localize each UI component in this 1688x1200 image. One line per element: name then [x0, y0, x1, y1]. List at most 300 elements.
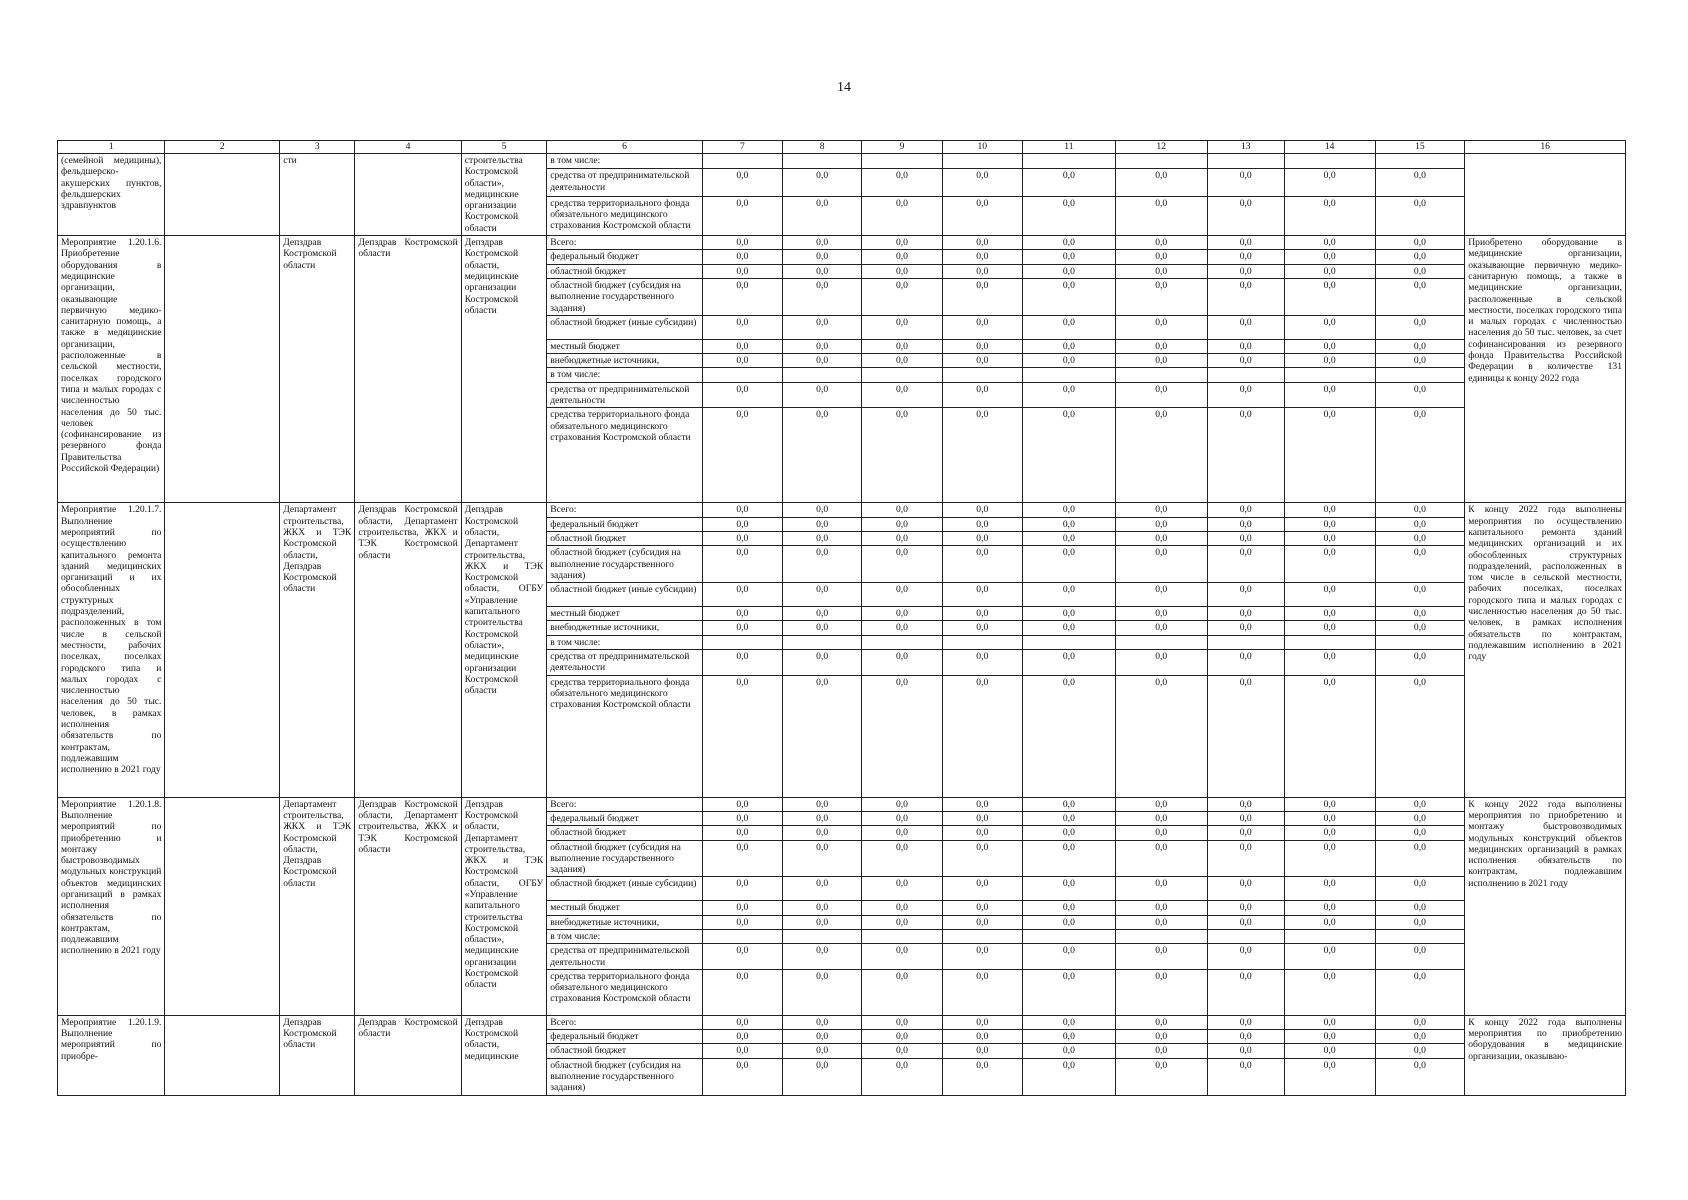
value-cell [1115, 368, 1207, 382]
value-cell: 0,0 [1207, 531, 1284, 545]
value-cell: 0,0 [783, 915, 862, 929]
value-cell: 0,0 [702, 826, 782, 840]
col2-cell [165, 236, 280, 503]
funding-source: федеральный бюджет [547, 811, 702, 825]
value-cell: 0,0 [1207, 354, 1284, 368]
value-cell: 0,0 [1375, 250, 1465, 264]
value-cell: 0,0 [1022, 675, 1115, 797]
funding-source: областной бюджет (иные субсидии) [547, 877, 702, 901]
coordinator: Депздрав Костромской области, Департамент строительства, ЖКХ и ТЭК Костромской области [355, 797, 461, 1015]
value-cell: 0,0 [1207, 264, 1284, 278]
value-cell [1207, 635, 1284, 649]
header-col-13: 13 [1207, 141, 1284, 154]
value-cell: 0,0 [1284, 811, 1375, 825]
value-cell [862, 929, 942, 943]
table-body [58, 154, 1626, 1096]
value-cell [1375, 154, 1465, 169]
value-cell: 0,0 [1022, 650, 1115, 676]
value-cell: 0,0 [1115, 650, 1207, 676]
value-cell: 0,0 [1284, 797, 1375, 811]
value-cell: 0,0 [702, 250, 782, 264]
value-cell: 0,0 [862, 901, 942, 915]
executor: Депздрав Костромской области [280, 1015, 355, 1095]
value-cell: 0,0 [942, 840, 1022, 877]
value-cell [942, 154, 1022, 169]
value-cell: 0,0 [1115, 517, 1207, 531]
value-cell [1284, 929, 1375, 943]
value-cell: 0,0 [942, 250, 1022, 264]
value-cell: 0,0 [1115, 315, 1207, 339]
table-row [58, 797, 1626, 811]
header-col-10: 10 [942, 141, 1022, 154]
value-cell: 0,0 [1284, 840, 1375, 877]
value-cell: 0,0 [1207, 408, 1284, 503]
value-cell: 0,0 [1022, 944, 1115, 970]
value-cell: 0,0 [1207, 546, 1284, 583]
value-cell: 0,0 [1115, 915, 1207, 929]
funding-source: областной бюджет [547, 826, 702, 840]
value-cell: 0,0 [783, 236, 862, 250]
value-cell: 0,0 [1375, 797, 1465, 811]
value-cell: 0,0 [1375, 278, 1465, 315]
value-cell: 0,0 [702, 339, 782, 353]
value-cell [702, 929, 782, 943]
measure-name: Мероприятие 1.20.1.8. Выполнение мероприятий по приобретению и монтажу быстровозводимых модульных конструкций объектов медицинских организаций в рамках исполнения обязательств по контрактам, подлежавшим исполнению в 2021 году [58, 797, 165, 1015]
value-cell [1022, 635, 1115, 649]
value-cell: 0,0 [1284, 621, 1375, 635]
value-cell: 0,0 [1375, 901, 1465, 915]
value-cell: 0,0 [1207, 1015, 1284, 1029]
value-cell: 0,0 [862, 840, 942, 877]
expected-result: К концу 2022 года выполнены мероприятия по приобретению и монтажу быстровозводимых модульных конструкций объектов медицинских организаций в рамках исполнения обязательств по контрактам, подлежавшим исполнению в 2021 году [1465, 797, 1626, 1015]
value-cell: 0,0 [1207, 621, 1284, 635]
value-cell: 0,0 [783, 826, 862, 840]
value-cell: 0,0 [1115, 811, 1207, 825]
col2-cell [165, 1015, 280, 1095]
value-cell: 0,0 [942, 339, 1022, 353]
value-cell: 0,0 [862, 531, 942, 545]
value-cell: 0,0 [862, 944, 942, 970]
value-cell: 0,0 [1375, 1015, 1465, 1029]
participants: Депздрав Костромской области, Департамент строительства, ЖКХ и ТЭК Костромской области, ОГБУ «Управление капитального строительства Костромской области», медицинские организации Костромской области [461, 797, 547, 1015]
value-cell: 0,0 [783, 969, 862, 1015]
value-cell: 0,0 [942, 546, 1022, 583]
value-cell: 0,0 [942, 607, 1022, 621]
value-cell: 0,0 [783, 901, 862, 915]
value-cell: 0,0 [1022, 797, 1115, 811]
table-row [58, 236, 1626, 250]
value-cell: 0,0 [1115, 969, 1207, 1015]
value-cell: 0,0 [1284, 531, 1375, 545]
expected-result: Приобретено оборудование в медицинские организации, оказывающие первичную медико-санитарную помощь, а также в медицинские организации, расположенные в сельской местности, поселках городского типа и малых городах с численностью населения до 50 тыс. человек, за счет софинансирования из резервного фонда Правительства Российской Федерации в количестве 131 единицы к концу 2022 года [1465, 236, 1626, 503]
funding-source: областной бюджет (иные субсидии) [547, 315, 702, 339]
table-row [58, 154, 1626, 169]
value-cell: 0,0 [862, 1058, 942, 1095]
value-cell: 0,0 [1375, 339, 1465, 353]
value-cell: 0,0 [1022, 250, 1115, 264]
value-cell: 0,0 [1115, 339, 1207, 353]
value-cell: 0,0 [783, 354, 862, 368]
value-cell: 0,0 [942, 1058, 1022, 1095]
value-cell: 0,0 [1284, 901, 1375, 915]
value-cell: 0,0 [1284, 354, 1375, 368]
value-cell: 0,0 [1207, 169, 1284, 196]
value-cell: 0,0 [1115, 250, 1207, 264]
table-row [58, 503, 1626, 517]
value-cell: 0,0 [942, 944, 1022, 970]
value-cell: 0,0 [1207, 607, 1284, 621]
header-col-1: 1 [58, 141, 165, 154]
value-cell: 0,0 [1022, 621, 1115, 635]
funding-source: местный бюджет [547, 339, 702, 353]
value-cell: 0,0 [1022, 354, 1115, 368]
header-col-14: 14 [1284, 141, 1375, 154]
funding-source: областной бюджет [547, 531, 702, 545]
value-cell: 0,0 [1375, 1030, 1465, 1044]
value-cell [702, 154, 782, 169]
value-cell: 0,0 [942, 915, 1022, 929]
value-cell [1375, 635, 1465, 649]
value-cell: 0,0 [942, 797, 1022, 811]
value-cell [1375, 929, 1465, 943]
value-cell: 0,0 [702, 675, 782, 797]
value-cell: 0,0 [1022, 531, 1115, 545]
value-cell: 0,0 [1375, 196, 1465, 235]
value-cell: 0,0 [783, 503, 862, 517]
funding-source: Всего: [547, 797, 702, 811]
value-cell: 0,0 [702, 1015, 782, 1029]
value-cell: 0,0 [1375, 944, 1465, 970]
value-cell: 0,0 [942, 901, 1022, 915]
funding-source: средства от предпринимательской деятельности [547, 169, 702, 196]
value-cell: 0,0 [1284, 607, 1375, 621]
funding-source: Всего: [547, 1015, 702, 1029]
value-cell: 0,0 [1284, 503, 1375, 517]
value-cell: 0,0 [942, 1044, 1022, 1058]
value-cell: 0,0 [942, 354, 1022, 368]
value-cell: 0,0 [702, 354, 782, 368]
value-cell: 0,0 [1115, 944, 1207, 970]
value-cell: 0,0 [783, 944, 862, 970]
funding-source: местный бюджет [547, 607, 702, 621]
value-cell: 0,0 [1375, 1044, 1465, 1058]
funding-source: местный бюджет [547, 901, 702, 915]
value-cell: 0,0 [1207, 675, 1284, 797]
value-cell: 0,0 [1207, 901, 1284, 915]
value-cell: 0,0 [942, 315, 1022, 339]
value-cell: 0,0 [1284, 382, 1375, 408]
value-cell: 0,0 [942, 826, 1022, 840]
value-cell: 0,0 [862, 339, 942, 353]
value-cell: 0,0 [702, 1058, 782, 1095]
funding-source: средства от предпринимательской деятельности [547, 944, 702, 970]
header-col-9: 9 [862, 141, 942, 154]
value-cell [1022, 154, 1115, 169]
value-cell: 0,0 [702, 236, 782, 250]
value-cell: 0,0 [1284, 1058, 1375, 1095]
value-cell: 0,0 [1207, 339, 1284, 353]
value-cell: 0,0 [942, 517, 1022, 531]
value-cell: 0,0 [862, 811, 942, 825]
header-row [58, 141, 1626, 154]
value-cell: 0,0 [1284, 583, 1375, 607]
value-cell: 0,0 [702, 503, 782, 517]
value-cell: 0,0 [783, 517, 862, 531]
value-cell: 0,0 [1115, 826, 1207, 840]
value-cell: 0,0 [1375, 621, 1465, 635]
value-cell [702, 368, 782, 382]
value-cell: 0,0 [942, 531, 1022, 545]
value-cell: 0,0 [702, 969, 782, 1015]
value-cell: 0,0 [862, 877, 942, 901]
measure-name: Мероприятие 1.20.1.7. Выполнение мероприятий по осуществлению капитального ремонта зданий медицинских организаций и их обособленных структурных подразделений, расположенных в том числе в сельской местности, рабочих поселках, поселках городского типа и малых городах с численностью населения до 50 тыс. человек, в рамках исполнения обязательств по контрактам, подлежавшим исполнению в 2021 году [58, 503, 165, 797]
value-cell: 0,0 [783, 531, 862, 545]
value-cell: 0,0 [1375, 650, 1465, 676]
funding-source: средства от предпринимательской деятельности [547, 382, 702, 408]
value-cell: 0,0 [862, 517, 942, 531]
value-cell: 0,0 [1207, 1044, 1284, 1058]
value-cell: 0,0 [783, 811, 862, 825]
value-cell: 0,0 [1022, 840, 1115, 877]
value-cell: 0,0 [1115, 264, 1207, 278]
value-cell [1375, 368, 1465, 382]
value-cell [942, 635, 1022, 649]
value-cell: 0,0 [942, 621, 1022, 635]
page-number: 14 [837, 80, 851, 95]
value-cell [1207, 154, 1284, 169]
value-cell: 0,0 [1207, 250, 1284, 264]
funding-source: областной бюджет (субсидия на выполнение государственного задания) [547, 278, 702, 315]
value-cell: 0,0 [862, 1030, 942, 1044]
value-cell: 0,0 [862, 382, 942, 408]
value-cell: 0,0 [1207, 517, 1284, 531]
funding-source: областной бюджет [547, 1044, 702, 1058]
participants: Депздрав Костромской области, медицинские [461, 1015, 547, 1095]
value-cell: 0,0 [1022, 607, 1115, 621]
value-cell: 0,0 [1375, 1058, 1465, 1095]
value-cell: 0,0 [702, 278, 782, 315]
value-cell: 0,0 [862, 264, 942, 278]
value-cell: 0,0 [1022, 969, 1115, 1015]
value-cell: 0,0 [783, 264, 862, 278]
value-cell: 0,0 [942, 583, 1022, 607]
value-cell [702, 635, 782, 649]
value-cell: 0,0 [1115, 607, 1207, 621]
value-cell: 0,0 [1115, 546, 1207, 583]
value-cell: 0,0 [942, 650, 1022, 676]
value-cell: 0,0 [1284, 264, 1375, 278]
executor: Департамент строительства, ЖКХ и ТЭК Костромской области, Депздрав Костромской области [280, 503, 355, 797]
value-cell: 0,0 [702, 408, 782, 503]
coordinator [355, 154, 461, 236]
value-cell: 0,0 [783, 840, 862, 877]
value-cell [942, 929, 1022, 943]
funding-source: областной бюджет (субсидия на выполнение государственного задания) [547, 840, 702, 877]
value-cell: 0,0 [1022, 236, 1115, 250]
value-cell [1022, 368, 1115, 382]
value-cell: 0,0 [1022, 169, 1115, 196]
value-cell: 0,0 [1115, 877, 1207, 901]
value-cell [1284, 154, 1375, 169]
value-cell: 0,0 [1284, 339, 1375, 353]
value-cell: 0,0 [1022, 1058, 1115, 1095]
value-cell [1284, 368, 1375, 382]
value-cell: 0,0 [702, 811, 782, 825]
value-cell: 0,0 [1284, 278, 1375, 315]
value-cell: 0,0 [783, 621, 862, 635]
expected-result: К концу 2022 года выполнены мероприятия по осуществлению капитального ремонта зданий медицинских организаций и их обособленных структурных подразделений, расположенных в том числе в сельской местности, рабочих поселках, поселках городского типа и малых городах с численностью населения до 50 тыс. человек, в рамках исполнения обязательств по контрактам, подлежавшим исполнению в 2021 году [1465, 503, 1626, 797]
value-cell: 0,0 [862, 278, 942, 315]
funding-source: федеральный бюджет [547, 250, 702, 264]
value-cell: 0,0 [1115, 408, 1207, 503]
value-cell: 0,0 [1115, 1044, 1207, 1058]
value-cell: 0,0 [1022, 546, 1115, 583]
value-cell: 0,0 [783, 1015, 862, 1029]
header-col-2: 2 [165, 141, 280, 154]
value-cell: 0,0 [1207, 840, 1284, 877]
value-cell: 0,0 [1115, 797, 1207, 811]
value-cell: 0,0 [1284, 236, 1375, 250]
value-cell: 0,0 [1022, 901, 1115, 915]
funding-source: в том числе: [547, 368, 702, 382]
value-cell: 0,0 [1284, 944, 1375, 970]
value-cell: 0,0 [942, 503, 1022, 517]
value-cell: 0,0 [702, 1030, 782, 1044]
value-cell: 0,0 [862, 915, 942, 929]
value-cell [1207, 929, 1284, 943]
value-cell: 0,0 [1022, 315, 1115, 339]
value-cell: 0,0 [1207, 583, 1284, 607]
value-cell: 0,0 [1375, 531, 1465, 545]
value-cell: 0,0 [942, 1030, 1022, 1044]
value-cell: 0,0 [1284, 675, 1375, 797]
funding-source: средства территориального фонда обязательного медицинского страхования Костромской области [547, 196, 702, 235]
value-cell: 0,0 [702, 1044, 782, 1058]
value-cell: 0,0 [1022, 583, 1115, 607]
value-cell: 0,0 [1022, 278, 1115, 315]
value-cell: 0,0 [1375, 546, 1465, 583]
expected-result [1465, 154, 1626, 236]
value-cell: 0,0 [942, 196, 1022, 235]
value-cell: 0,0 [1284, 546, 1375, 583]
value-cell: 0,0 [1115, 236, 1207, 250]
coordinator: Депздрав Костромской области, Департамент строительства, ЖКХ и ТЭК Костромской области [355, 503, 461, 797]
value-cell [783, 368, 862, 382]
value-cell: 0,0 [783, 877, 862, 901]
table-row [58, 1015, 1626, 1029]
col2-cell [165, 503, 280, 797]
value-cell [1284, 635, 1375, 649]
value-cell: 0,0 [702, 944, 782, 970]
value-cell: 0,0 [783, 607, 862, 621]
value-cell: 0,0 [862, 650, 942, 676]
value-cell: 0,0 [862, 354, 942, 368]
value-cell: 0,0 [1375, 315, 1465, 339]
value-cell: 0,0 [1207, 969, 1284, 1015]
value-cell: 0,0 [942, 877, 1022, 901]
value-cell: 0,0 [1022, 517, 1115, 531]
value-cell: 0,0 [862, 315, 942, 339]
funding-source: в том числе: [547, 929, 702, 943]
funding-source: в том числе: [547, 635, 702, 649]
value-cell: 0,0 [702, 583, 782, 607]
value-cell: 0,0 [783, 1030, 862, 1044]
value-cell: 0,0 [862, 1044, 942, 1058]
executor: Депздрав Костромской области [280, 236, 355, 503]
measure-name: Мероприятие 1.20.1.9. Выполнение мероприятий по приобре- [58, 1015, 165, 1095]
participants: Депздрав Костромской области, Департамент строительства, ЖКХ и ТЭК Костромской области, ОГБУ «Управление капитального строительства Костромской области», медицинские организации Костромской области [461, 503, 547, 797]
value-cell: 0,0 [862, 546, 942, 583]
value-cell: 0,0 [1375, 354, 1465, 368]
value-cell: 0,0 [1115, 1030, 1207, 1044]
value-cell: 0,0 [1115, 1058, 1207, 1095]
value-cell: 0,0 [1115, 503, 1207, 517]
value-cell: 0,0 [702, 264, 782, 278]
value-cell: 0,0 [783, 675, 862, 797]
value-cell: 0,0 [1284, 517, 1375, 531]
value-cell: 0,0 [1207, 1030, 1284, 1044]
value-cell: 0,0 [1284, 1044, 1375, 1058]
value-cell: 0,0 [1375, 583, 1465, 607]
value-cell: 0,0 [1022, 915, 1115, 929]
value-cell: 0,0 [1115, 840, 1207, 877]
value-cell: 0,0 [702, 877, 782, 901]
value-cell: 0,0 [702, 797, 782, 811]
value-cell: 0,0 [1115, 675, 1207, 797]
measure-name: Мероприятие 1.20.1.6. Приобретение оборудования в медицинские организации, оказывающие первичную медико-санитарную помощь, а также в медицинские организации, расположенные в сельской местности, поселках городского типа и малых городах с численностью населения до 50 тыс. человек (софинансирование из резервного фонда Правительства Российской Федерации) [58, 236, 165, 503]
value-cell: 0,0 [1022, 877, 1115, 901]
value-cell: 0,0 [1207, 503, 1284, 517]
value-cell: 0,0 [702, 315, 782, 339]
value-cell: 0,0 [1375, 169, 1465, 196]
header-col-7: 7 [702, 141, 782, 154]
coordinator: Депздрав Костромской области [355, 1015, 461, 1095]
value-cell [1022, 929, 1115, 943]
header-col-11: 11 [1022, 141, 1115, 154]
value-cell [783, 929, 862, 943]
value-cell: 0,0 [862, 583, 942, 607]
value-cell [942, 368, 1022, 382]
value-cell: 0,0 [1022, 339, 1115, 353]
value-cell: 0,0 [1284, 408, 1375, 503]
value-cell: 0,0 [942, 675, 1022, 797]
value-cell: 0,0 [783, 583, 862, 607]
value-cell: 0,0 [702, 169, 782, 196]
value-cell: 0,0 [862, 196, 942, 235]
value-cell: 0,0 [1375, 408, 1465, 503]
coordinator: Депздрав Костромской области [355, 236, 461, 503]
value-cell: 0,0 [1022, 826, 1115, 840]
funding-source: федеральный бюджет [547, 517, 702, 531]
value-cell: 0,0 [942, 382, 1022, 408]
funding-source: Всего: [547, 503, 702, 517]
value-cell: 0,0 [1207, 278, 1284, 315]
funding-source: федеральный бюджет [547, 1030, 702, 1044]
header-col-4: 4 [355, 141, 461, 154]
value-cell [862, 368, 942, 382]
value-cell: 0,0 [783, 250, 862, 264]
value-cell: 0,0 [1115, 354, 1207, 368]
value-cell: 0,0 [1375, 264, 1465, 278]
funding-source: средства территориального фонда обязательного медицинского страхования Костромской области [547, 408, 702, 503]
value-cell: 0,0 [1022, 1015, 1115, 1029]
value-cell [1115, 154, 1207, 169]
value-cell: 0,0 [862, 607, 942, 621]
executor: Департамент строительства, ЖКХ и ТЭК Костромской области, Депздрав Костромской области [280, 797, 355, 1015]
value-cell: 0,0 [942, 236, 1022, 250]
value-cell: 0,0 [1115, 278, 1207, 315]
funding-source: средства от предпринимательской деятельности [547, 650, 702, 676]
